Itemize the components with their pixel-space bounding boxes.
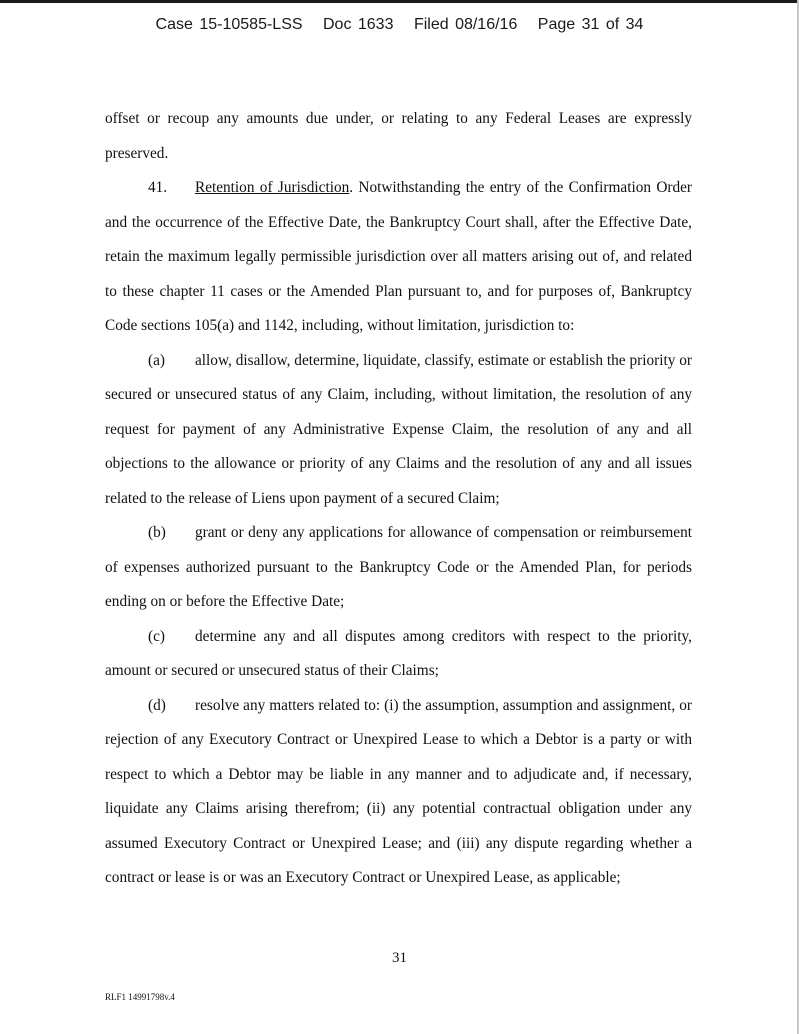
carryover-paragraph: offset or recoup any amounts due under, or relating to any Federal Leases are expressly preserved. — [105, 110, 692, 162]
item-label: (c) — [148, 627, 165, 645]
section-number: 41. — [148, 179, 168, 196]
item-label: (d) — [148, 696, 166, 714]
document-id: RLF1 14991798v.4 — [105, 992, 175, 1002]
section-text: . Notwithstanding the entry of the Confirmation Order and the occurrence of the Effective Date, the Bankruptcy Court shall, after the Effective Date, retain the maximum legally permissible jurisdiction over all matters arising out of, and related to these chapter 11 cases or the Amended Plan pursuant to, and for purposes of, Bankruptcy Code sections 105(a) and 1142, including, without limitation, jurisdiction to: — [105, 179, 692, 334]
item-text: allow, disallow, determine, liquidate, classify, estimate or establish the priority or secured or unsecured status of any Claim, including, without limitation, the resolution of any request for payment of any Administrative Expense Claim, the resolution of any and all objections to the allowance or priority of any Claims and the resolution of any and all issues related to the release of Liens upon payment of a secured Claim; — [105, 351, 692, 507]
item-a — [105, 344, 692, 517]
section-41-paragraph — [105, 171, 692, 344]
item-label: (b) — [148, 524, 166, 541]
item-c — [105, 620, 692, 689]
section-title: Retention of Jurisdiction — [195, 179, 350, 196]
case-number: Case 15-10585-LSS — [155, 16, 303, 33]
page-number: 31 — [392, 950, 407, 966]
doc-number: Doc 1633 — [322, 16, 394, 33]
filed-date: Filed 08/16/16 — [413, 16, 518, 33]
item-d — [105, 689, 692, 896]
item-text: grant or deny any applications for allowance of compensation or reimbursement of expenses authorized pursuant to the Bankruptcy Code or the Amended Plan, for periods ending on or before the Effective Date; — [105, 524, 692, 610]
page-of: Page 31 of 34 — [537, 16, 644, 33]
item-text: resolve any matters related to: (i) the assumption, assumption and assignment, or rejection of any Executory Contract or Unexpired Lease to which a Debtor is a party or with respect to which a Debtor may be liable in any manner and to adjudicate and, if necessary, liquidate any Claims arising therefrom; (ii) any potential contractual obligation under any assumed Executory Contract or Unexpired Lease; and (iii) any dispute regarding whether a contract or lease is or was an Executory Contract or Unexpired Lease, as applicable; — [105, 696, 692, 886]
item-text: determine any and all disputes among creditors with respect to the priority, amount or secured or unsecured status of their Claims; — [105, 627, 692, 679]
document-body — [105, 102, 692, 896]
court-header — [0, 16, 799, 34]
top-border — [0, 0, 799, 3]
item-b — [105, 516, 692, 620]
item-label: (a) — [148, 351, 165, 369]
